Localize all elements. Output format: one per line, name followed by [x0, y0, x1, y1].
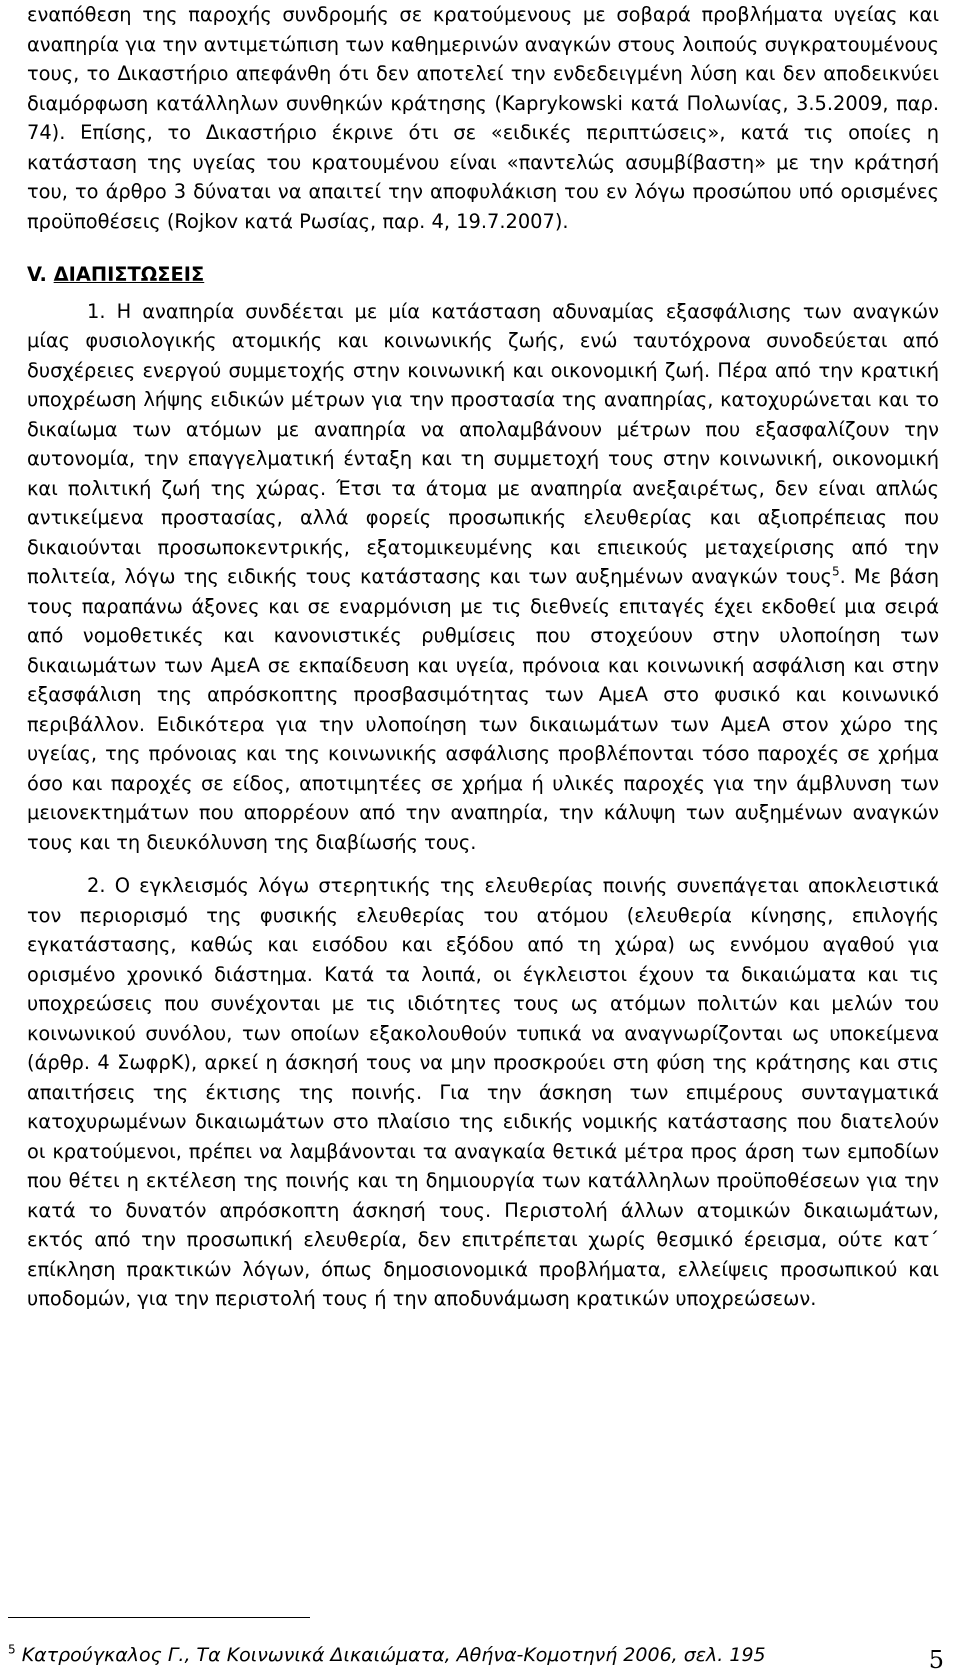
body-text — [27, 0, 939, 1314]
section-heading — [27, 260, 939, 290]
footnote-divider — [8, 1617, 310, 1618]
footnote — [8, 1643, 888, 1667]
section-number: V. — [27, 263, 47, 286]
footnote-reference[interactable]: 5 — [831, 564, 840, 579]
section-title: ΔΙΑΠΙΣΤΩΣΕΙΣ — [53, 263, 205, 286]
footnote-text: Κατρούγκαλος Γ., Τα Κοινωνικά Δικαιώματα, Αθήνα-Κομοτηνή 2006, σελ. 195 — [21, 1644, 766, 1666]
intro-paragraph: εναπόθεση της παροχής συνδρομής σε κρατούμενους με σοβαρά προβλήματα υγείας και αναπηρία για την αντιμετώπιση των καθημερινών αναγκών στους λοιπούς συγκρατουμένους τους, το Δικαστήριο απεφάνθη ότι δεν αποτελεί την ενδεδειγμένη λύση και δεν αποδεικνύει διαμόρφωση κατάλληλων συνθηκών κράτησης (Kaprykowski κατά Πολωνίας, 3.5.2009, παρ. 74). Επίσης, το Δικαστήριο έκρινε ότι σε «ειδικές περιπτώσεις», κατά τις οποίες η κατάσταση της υγείας του κρατουμένου είναι «παντελώς ασυμβίβαστη» με την κράτησή του, το άρθρο 3 δύναται να απαιτεί την αποφυλάκιση του εν λόγω προσώπου υπό ορισμένες προϋποθέσεις (Rojkov κατά Ρωσίας, παρ. 4, 19.7.2007). — [27, 3, 939, 233]
footnote-mark: 5 — [8, 1642, 16, 1657]
page-number: 5 — [928, 1646, 944, 1674]
paragraph-2: 2. Ο εγκλεισμός λόγω στερητικής της ελευθερίας ποινής συνεπάγεται αποκλειστικά τον περιορισμό της φυσικής ελευθερίας του ατόμου (ελευθερία κίνησης, επιλογής εγκατάστασης, καθώς και εισόδου και εξόδου από τη χώρα) ως εννόμου αγαθού για ορισμένο χρονικό διάστημα. Κατά τα λοιπά, οι έγκλειστοι έχουν τα δικαιώματα και τις υποχρεώσεις που συνέχονται με τις ιδιότητες τους ως ατόμων πολιτών και μελών του κοινωνικού συνόλου, των οποίων εξακολουθούν τυπικά να αναγνωρίζονται ως υποκείμενα (άρθρ. 4 ΣωφρΚ), αρκεί η άσκησή τους να μην προσκρούει στη φύση της κράτησης και στις απαιτήσεις της έκτισης της ποινής. Για την άσκηση των επιμέρους συνταγματικά κατοχυρωμένων δικαιωμάτων στο πλαίσιο της ειδικής νομικής κατάστασης που διατελούν οι κρατούμενοι, πρέπει να λαμβάνονται τα αναγκαία θετικά μέτρα προς άρση των εμποδίων που θέτει η εκτέλεση της ποινής και τη δημιουργία των κατάλληλων προϋποθέσεων για την κατά το δυνατόν απρόσκοπτη άσκησή τους. Περιστολή άλλων ατομικών δικαιωμάτων, εκτός από την προσωπική ελευθερία, δεν επιτρέπεται χωρίς θεσμικό έρεισμα, ούτε κατ΄ επίκληση πρακτικών λόγων, όπως δημοσιονομικά προβλήματα, ελλείψεις προσωπικού και υποδομών, για την περιστολή τους ή την αποδυνάμωση κρατικών υποχρεώσεων. — [27, 874, 939, 1310]
paragraph-1-text-a: 1. Η αναπηρία συνδέεται με μία κατάσταση αδυναμίας εξασφάλισης των αναγκών μίας φυσιολογικής ατομικής και κοινωνικής ζωής, ενώ ταυτόχρονα συνοδεύεται από δυσχέρειες ενεργού συμμετοχής στην κοινωνική και οικονομική ζωή. Πέρα από την κρατική υποχρέωση λήψης ειδικών μέτρων για την προστασία της αναπηρίας, κατοχυρώνεται και το δικαίωμα των ατόμων με αναπηρία να απολαμβάνουν μέτρων που εξασφαλίζουν την αυτονομία, την επαγγελματική ένταξη και τη συμμετοχή τους στην κοινωνική, οικονομική και πολιτική ζωή της χώρας. Έτσι τα άτομα με αναπηρία ανεξαιρέτως, δεν είναι απλώς αντικείμενα προστασίας, αλλά φορείς προσωπικής ελευθερίας και αξιοπρέπειας που δικαιούνται προσωποκεντρικής, εξατομικευμένης και επιεικούς μεταχείρισης από την πολιτεία, λόγω της ειδικής τους κατάστασης και των αυξημένων αναγκών τους — [27, 299, 939, 588]
paragraph-1 — [27, 297, 939, 858]
paragraph-1-text-b: . Με βάση τους παραπάνω άξονες και σε εναρμόνιση με τις διεθνείς επιταγές έχει εκδοθεί μια σειρά από νομοθετικές και κανονιστικές ρυθμίσεις που στοχεύουν στην υλοποίηση των δικαιωμάτων των ΑμεΑ σε εκπαίδευση και υγεία, πρόνοια και κοινωνική ασφάλιση και στην εξασφάλιση της απρόσκοπτης προσβασιμότητας των ΑμεΑ στο φυσικό και κοινωνικό περιβάλλον. Ειδικότερα για την υλοποίηση των δικαιωμάτων των ΑμεΑ στον χώρο της υγείας, της πρόνοιας και της κοινωνικής ασφάλισης προβλέπονται τόσο παροχές σε χρήμα όσο και παροχές σε είδος, αποτιμητέες σε χρήμα ή υλικές παροχές για την άμβλυνση των μειονεκτημάτων που απορρέουν από την αναπηρία, την κάλυψη των αυξημένων αναγκών τους και τη διευκόλυνση της διαβίωσής τους. — [27, 565, 939, 854]
